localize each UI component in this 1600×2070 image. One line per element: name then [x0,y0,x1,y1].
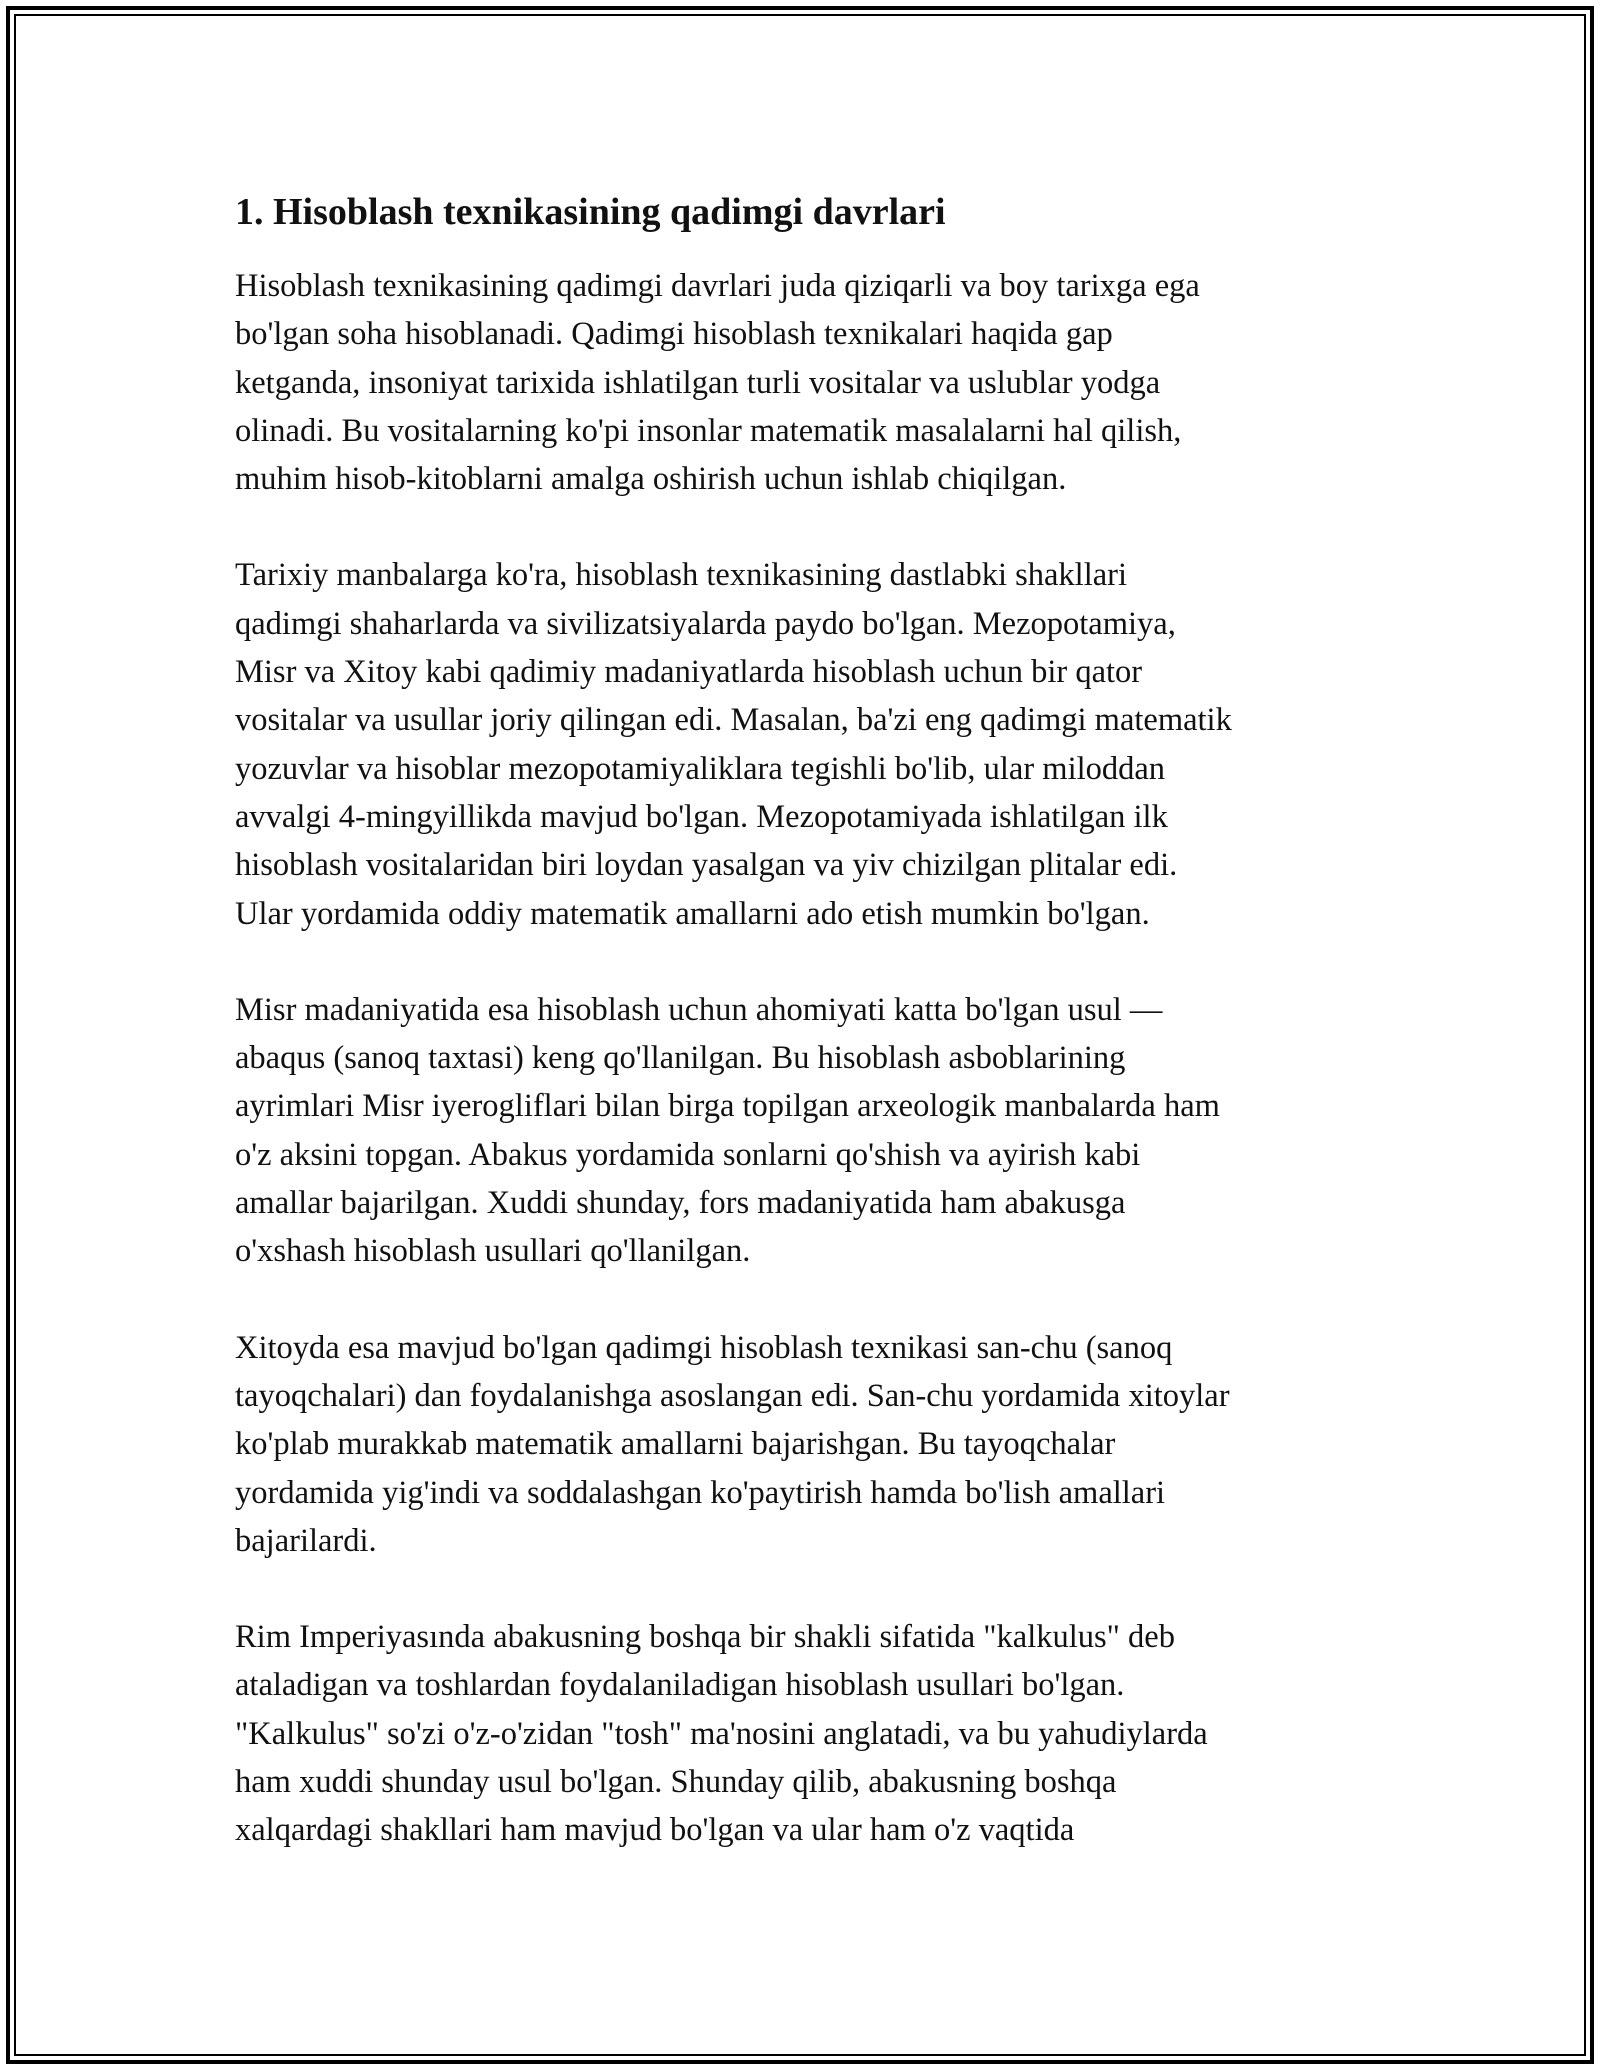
text-line: ketganda, insoniyat tarixida ishlatilgan turli vositalar va uslublar yodga [235,364,1161,401]
text-line: o'z aksini topgan. Abakus yordamida sonlarni qo'shish va ayirish kabi [235,1136,1141,1173]
text-line: Rim Imperiyasında abakusning boshqa bir shakli sifatida "kalkulus" deb [235,1619,1175,1656]
text-line: o'xshash hisoblash usullari qo'llanilgan. [235,1233,751,1270]
text-line: hisoblash vositalaridan biri loydan yasalgan va yiv chizilgan plitalar edi. [235,847,1178,884]
text-line: Hisoblash texnikasining qadimgi davrlari juda qiziqarli va boy tarixga ega [235,268,1200,304]
text-line: xalqardagi shakllari ham mavjud bo'lgan va ular ham o'z vaqtida [235,1812,1075,1849]
section-heading: 1. Hisoblash texnikasining qadimgi davrlari [235,191,946,233]
text-line: bo'lgan soha hisoblanadi. Qadimgi hisoblash texnikalari haqida gap [235,316,1113,353]
paragraph-5 [235,1613,1370,1854]
text-line: muhim hisob-kitoblarni amalga oshirish uchun ishlab chiqilgan. [235,461,1067,498]
text-line: yozuvlar va hisoblar mezopotamiyaliklara tegishli bo'lib, ular miloddan [235,750,1166,787]
text-line: Xitoyda esa mavjud bo'lgan qadimgi hisoblash texnikasi san-chu (sanoq [235,1329,1173,1366]
text-line: ataladigan va toshlardan foydalaniladigan hisoblash usullari bo'lgan. [235,1667,1125,1704]
text-line: ko'plab murakkab matematik amallarni bajarishgan. Bu tayoqchalar [235,1426,1116,1463]
text-line: qadimgi shaharlarda va sivilizatsiyalarda paydo bo'lgan. Mezopotamiya, [235,605,1176,642]
text-line: ham xuddi shunday usul bo'lgan. Shunday qilib, abakusning boshqa [235,1764,1117,1801]
text-line: ayrimlari Misr iyerogliflari bilan birga topilgan arxeologik manbalarda ham [235,1088,1220,1125]
text-line: Misr va Xitoy kabi qadimiy madaniyatlarda hisoblash uchun bir qator [235,654,1143,691]
paragraph-4 [235,1324,1370,1565]
text-line: bajarilardi. [235,1522,377,1559]
text-line: avvalgi 4-mingyillikda mavjud bo'lgan. Mezopotamiyada ishlatilgan ilk [235,798,1168,835]
paragraph-2 [235,551,1370,937]
text-line: vositalar va usullar joriy qilingan edi. Masalan, ba'zi eng qadimgi matematik [235,702,1232,739]
text-line: "Kalkulus" so'zi o'z-o'zidan "tosh" ma'nosini anglatadi, va bu yahudiylarda [235,1715,1208,1752]
text-line: amallar bajarilgan. Xuddi shunday, fors madaniyatida ham abakusga [235,1185,1126,1222]
text-line: Misr madaniyatida esa hisoblash uchun ahomiyati katta bo'lgan usul — [235,991,1163,1028]
paragraph-3 [235,986,1370,1276]
text-line: Ular yordamida oddiy matematik amallarni ado etish mumkin bo'lgan. [235,895,1150,932]
text-line: tayoqchalari) dan foydalanishga asoslangan edi. San-chu yordamida xitoylar [235,1377,1230,1414]
document-body [235,188,1370,1903]
text-line: yordamida yig'indi va soddalashgan ko'paytirish hamda bo'lish amallari [235,1474,1166,1511]
text-line: abaqus (sanoq taxtasi) keng qo'llanilgan. Bu hisoblash asboblarining [235,1040,1126,1077]
text-line: Tarixiy manbalarga ko'ra, hisoblash texnikasining dastlabki shakllari [235,557,1128,594]
text-line: olinadi. Bu vositalarning ko'pi insonlar matematik masalalarni hal qilish, [235,412,1182,449]
paragraph-1 [235,262,1370,503]
